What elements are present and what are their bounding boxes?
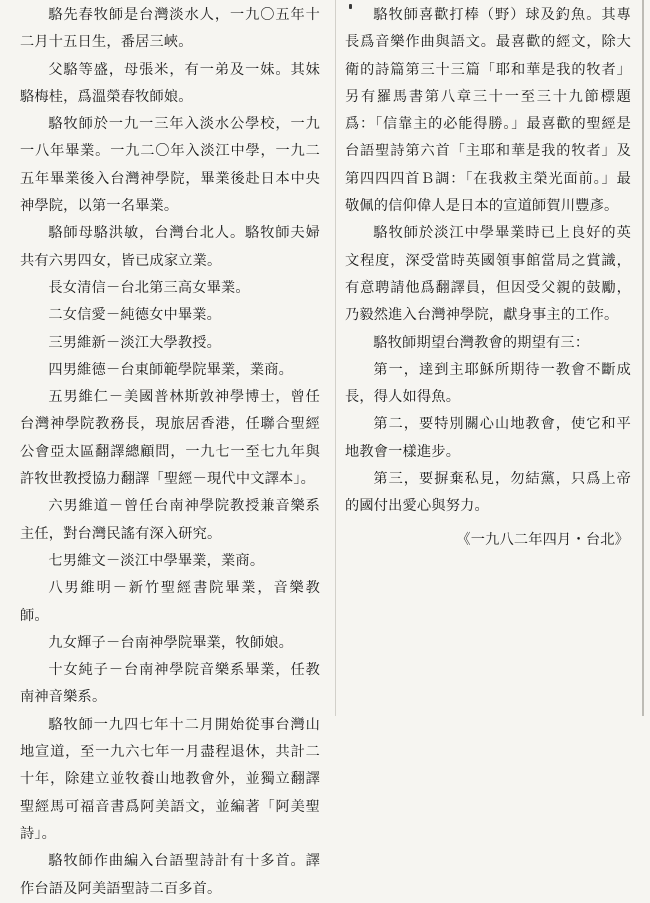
paragraph-child-2: 二女信愛－純德女中畢業。 — [48, 307, 222, 324]
date-line: 《一九八二年四月・台北》 — [456, 531, 629, 548]
paragraph-hopes-intro: 駱牧師期望台灣教會的期望有三： — [373, 334, 590, 351]
column-divider — [335, 0, 336, 716]
paragraph-child-1: 長女清信－台北第三高女畢業。 — [48, 279, 250, 296]
paragraph-wife: 駱師母駱洪敏，台灣台北人。駱牧師夫婦共有六男四女，皆已成家立業。 — [20, 225, 320, 269]
paragraph-child-7: 七男維文－淡江中學畢業，業商。 — [48, 552, 265, 569]
paragraph-hope-2: 第二，要特別關心山地教會，使它和平地教會一樣進步。 — [345, 416, 631, 460]
paragraph-child-6: 六男維道－曾任台南神學院教授兼音樂系主任，對台灣民謠有深入研究。 — [20, 498, 320, 542]
paragraph-english: 駱牧師於淡江中學畢業時已上良好的英文程度，深受當時英國領事館當局之賞識，有意聘請他爲翻譯員，但因受父親的鼓勵，乃毅然進入台灣神學院，獻身事主的工作。 — [345, 225, 631, 324]
paragraph-child-8: 八男維明－新竹聖經書院畢業，音樂教師。 — [20, 580, 320, 624]
page-edge — [642, 0, 644, 716]
paragraph-hymns: 駱牧師作曲編入台語聖詩計有十多首。譯作台語及阿美語聖詩二百多首。 — [20, 853, 320, 897]
paragraph-child-4: 四男維德－台東師範學院畢業，業商。 — [48, 361, 293, 378]
paragraph-child-3: 三男維新－淡江大學教授。 — [48, 334, 222, 351]
paragraph-child-9: 九女輝子－台南神學院畢業，牧師娘。 — [48, 634, 293, 651]
right-column — [345, 2, 631, 554]
paragraph-child-5: 五男維仁－美國普林斯敦神學博士，曾任台灣神學院教務長，現旅居香港，任聯合聖經公會亞太區翻譯總顧問，一九七一至七九年與許牧世教授協力翻譯「聖經－現代中文譯本」。 — [20, 389, 320, 488]
left-column — [20, 2, 320, 903]
paragraph-hobbies: 駱牧師喜歡打棒（野）球及釣魚。其專長爲音樂作曲與語文。最喜歡的經文，除大衛的詩篇第三十三篇「耶和華是我的牧者」另有羅馬書第八章三十一至三十九節標題爲：「信靠主的必能得勝。」最喜歡的聖經是台語聖詩第六首「主耶和華是我的牧者」及第四四四首Ｂ調：「在我救主榮光面前。」最敬佩的信仰偉人是日本的宣道師賀川豐彥。 — [345, 7, 631, 215]
paragraph-hope-3: 第三，要摒棄私見，勿結黨，只爲上帝的國付出愛心與努力。 — [345, 471, 631, 515]
paragraph-education: 駱牧師於一九一三年入淡水公學校，一九一八年畢業。一九二〇年入淡江中學，一九二五年畢業後入台灣神學院，畢業後赴日本中央神學院，以第一名畢業。 — [20, 116, 320, 215]
paragraph-hope-1: 第一，達到主耶穌所期待一教會不斷成長，得人如得魚。 — [345, 361, 631, 406]
paragraph-parents: 父駱等盛，母張米，有一弟及一妹。其妹駱梅桂，爲溫榮春牧師娘。 — [20, 61, 320, 105]
paragraph-birth: 駱先春牧師是台灣淡水人，一九〇五年十二月十五日生，番居三峽。 — [20, 7, 320, 51]
paragraph-child-10: 十女純子－台南神學院音樂系畢業，任教南神音樂系。 — [20, 662, 320, 706]
paragraph-mission: 駱牧師一九四七年十二月開始從事台灣山地宣道，至一九六七年一月盡程退休，共計二十年，除建立並牧養山地教會外，並獨立翻譯聖經馬可福音書爲阿美語文，並編著「阿美聖詩」。 — [20, 716, 320, 842]
